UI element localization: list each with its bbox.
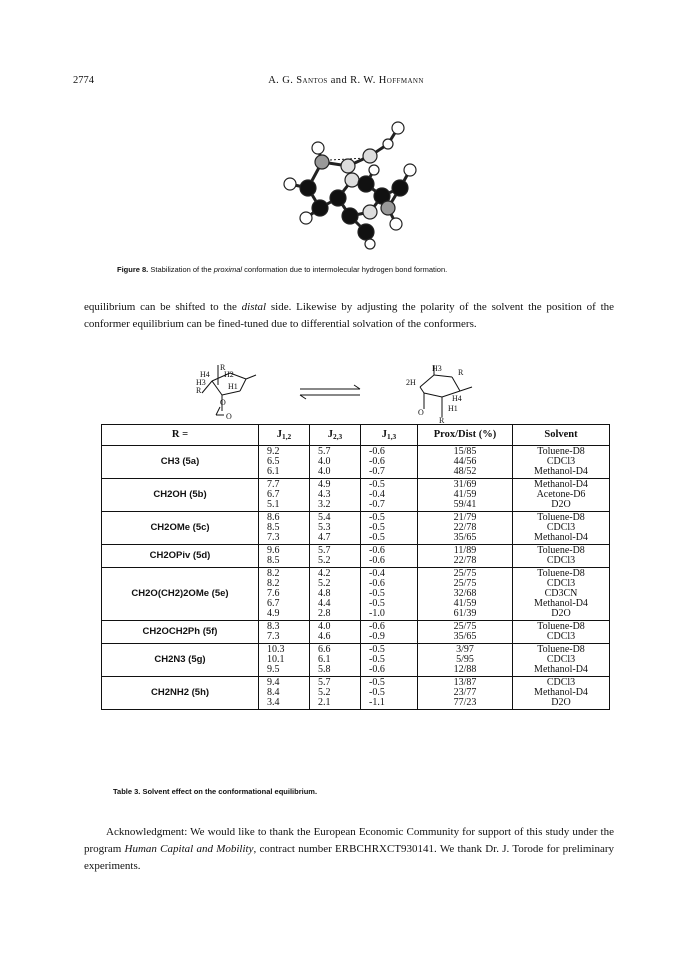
- cell-solvent-value: Methanol-D4: [534, 598, 588, 609]
- cell-j23-value: 2.8: [318, 608, 331, 619]
- cell-prox-dist-value: 25/75: [453, 578, 477, 589]
- cell-prox-dist-value: 31/69: [453, 479, 477, 490]
- header-j23: $J_{2,3}$: [310, 425, 361, 446]
- cell-prox-dist-value: 77/23: [453, 697, 477, 708]
- cell-j12-value: 3.4: [267, 697, 280, 708]
- cell-solvent: [513, 568, 610, 621]
- cell-j12: [259, 621, 310, 644]
- cell-j23-value: 5.7: [318, 446, 331, 457]
- scheme-right-label: H3: [432, 364, 442, 373]
- cell-j12-value: 9.6: [267, 545, 280, 556]
- cell-j13-value: -0.5: [369, 479, 385, 490]
- cell-j13-value: -0.6: [369, 555, 385, 566]
- page-number: 2774: [73, 75, 94, 86]
- scheme-right-label: R: [458, 368, 464, 377]
- cell-j12-value: 10.3: [267, 644, 285, 655]
- table-row: [102, 512, 610, 545]
- scheme-right-label: H1: [448, 404, 458, 413]
- cell-j13-value: -0.5: [369, 654, 385, 665]
- row-substituent: CH3 (5a): [102, 446, 259, 479]
- table-header-row: [102, 425, 610, 446]
- cell-j12-value: 6.5: [267, 456, 280, 467]
- cell-j13-value: -0.6: [369, 664, 385, 675]
- table-row: [102, 621, 610, 644]
- scheme-left-label: R: [196, 386, 202, 395]
- cell-j23-value: 5.7: [318, 545, 331, 556]
- row-substituent: CH2OH (5b): [102, 479, 259, 512]
- cell-j13: [361, 545, 418, 568]
- table-3-caption: Table 3. Solvent effect on the conformational equilibrium.: [113, 787, 318, 796]
- cell-prox-dist-value: 48/52: [453, 466, 477, 477]
- cell-j13-value: -0.6: [369, 456, 385, 467]
- cell-j23-value: 5.8: [318, 664, 331, 675]
- cell-j13-value: -0.7: [369, 466, 385, 477]
- cell-j23: [310, 446, 361, 479]
- cell-j13-value: -0.6: [369, 446, 385, 457]
- cell-j12-value: 8.3: [267, 621, 280, 632]
- scheme-left-label: H4: [200, 370, 210, 379]
- para1-text-em: distal: [241, 301, 267, 313]
- table-3: [101, 424, 610, 710]
- cell-j12: [259, 512, 310, 545]
- scheme-left-label: R: [220, 363, 226, 372]
- cell-j13-value: -0.9: [369, 631, 385, 642]
- cell-prox-dist-value: 23/77: [453, 687, 477, 698]
- cell-solvent: [513, 446, 610, 479]
- scheme-right-label: R: [439, 416, 445, 423]
- cell-j23-value: 4.2: [318, 568, 331, 579]
- cell-j23-value: 4.7: [318, 532, 331, 543]
- cell-j12-value: 8.5: [267, 555, 280, 566]
- cell-solvent-value: CDCl3: [546, 522, 576, 533]
- cell-solvent-value: CDCl3: [546, 677, 576, 688]
- cell-j13-value: -0.6: [369, 578, 385, 589]
- cell-j23: [310, 512, 361, 545]
- cell-j13-value: -0.5: [369, 598, 385, 609]
- table-body: [102, 446, 610, 710]
- cell-j12-value: 8.4: [267, 687, 280, 698]
- cell-j23: [310, 677, 361, 710]
- cell-j23-value: 4.0: [318, 466, 331, 477]
- cell-prox-dist: [418, 479, 513, 512]
- cell-j12: [259, 644, 310, 677]
- cell-j13-value: -0.4: [369, 568, 385, 579]
- cell-prox-dist-value: 41/59: [453, 489, 477, 500]
- row-substituent: CH2O(CH2)2OMe (5e): [102, 568, 259, 621]
- cell-prox-dist: [418, 568, 513, 621]
- cell-j23-value: 4.8: [318, 588, 331, 599]
- cell-prox-dist-value: 25/75: [453, 621, 477, 632]
- cell-j12-value: 7.6: [267, 588, 280, 599]
- cell-prox-dist: [418, 446, 513, 479]
- authors-prefix: A. G.: [268, 75, 297, 86]
- cell-solvent-value: CDCl3: [546, 578, 576, 589]
- para1-text-a: equilibrium can be shifted to the: [84, 301, 242, 313]
- body-paragraph: [84, 299, 614, 333]
- cell-j13: [361, 446, 418, 479]
- cell-j12-value: 9.5: [267, 664, 280, 675]
- para1-text-b: side. Likewise by adjusting the polarity of the solvent the position of the conformer equilibrium can be fined-tuned due to differential solvation of the conformers.: [84, 301, 615, 330]
- cell-j23-value: 4.0: [318, 621, 331, 632]
- cell-j13-value: -0.4: [369, 489, 385, 500]
- cell-j12-value: 8.5: [267, 522, 280, 533]
- cell-j12: [259, 677, 310, 710]
- cell-prox-dist: [418, 621, 513, 644]
- running-head: [0, 75, 692, 86]
- scheme-right-label: 2H: [406, 378, 416, 387]
- ack-text-b: , contract number ERBCHRXCT930141. We thank Dr. J. Torode for preliminary experiments.: [84, 843, 614, 872]
- figure-8-caption-em: proximal: [213, 265, 243, 274]
- cell-j13: [361, 677, 418, 710]
- cell-solvent-value: Methanol-D4: [534, 687, 588, 698]
- cell-solvent: [513, 677, 610, 710]
- table-row: [102, 446, 610, 479]
- row-substituent: CH2N3 (5g): [102, 644, 259, 677]
- cell-prox-dist-value: 22/78: [453, 522, 477, 533]
- cell-prox-dist: [418, 644, 513, 677]
- cell-solvent-value: Toluene-D8: [537, 446, 585, 457]
- cell-j23-value: 5.4: [318, 512, 331, 523]
- scheme-left-label: H3: [196, 378, 206, 387]
- cell-solvent-value: Methanol-D4: [534, 466, 588, 477]
- table-row: [102, 644, 610, 677]
- cell-solvent-value: Toluene-D8: [537, 512, 585, 523]
- cell-j23-value: 5.2: [318, 555, 331, 566]
- cell-j12-value: 8.2: [267, 568, 280, 579]
- cell-prox-dist: [418, 512, 513, 545]
- cell-solvent-value: Toluene-D8: [537, 621, 585, 632]
- cell-solvent-value: CDCl3: [546, 654, 576, 665]
- scheme-left-label: H2: [224, 370, 234, 379]
- cell-j13-value: -0.5: [369, 687, 385, 698]
- header-j13: $J_{1,3}$: [361, 425, 418, 446]
- cell-prox-dist-value: 15/85: [453, 446, 477, 457]
- cell-j13-value: -0.7: [369, 499, 385, 510]
- cell-j12-value: 7.7: [267, 479, 280, 490]
- cell-prox-dist-value: 35/65: [453, 631, 477, 642]
- cell-j13: [361, 568, 418, 621]
- scheme-left-label: H1: [228, 382, 238, 391]
- cell-prox-dist-value: 21/79: [453, 512, 477, 523]
- cell-solvent-value: CD3CN: [544, 588, 578, 599]
- cell-j12-value: 8.6: [267, 512, 280, 523]
- cell-j23-value: 3.2: [318, 499, 331, 510]
- cell-j23: [310, 644, 361, 677]
- figure-8-caption-pre: Stabilization of the: [150, 265, 214, 274]
- cell-j23: [310, 545, 361, 568]
- cell-solvent-value: CDCl3: [546, 456, 576, 467]
- acknowledgment-paragraph: [84, 824, 614, 875]
- row-substituent: CH2NH2 (5h): [102, 677, 259, 710]
- cell-solvent: [513, 479, 610, 512]
- conformer-equilibrium-scheme: [190, 363, 490, 423]
- cell-prox-dist-value: 5/95: [456, 654, 474, 665]
- figure-8-caption: [117, 265, 447, 274]
- ack-text-em: Human Capital and Mobility: [124, 843, 254, 855]
- cell-prox-dist: [418, 677, 513, 710]
- cell-solvent: [513, 644, 610, 677]
- figure-8-label: Figure 8.: [117, 265, 149, 274]
- author-hoffmann: Hoffmann: [378, 75, 424, 86]
- cell-j13: [361, 621, 418, 644]
- cell-j12-value: 10.1: [267, 654, 285, 665]
- cell-solvent: [513, 621, 610, 644]
- header-solvent: Solvent: [513, 425, 610, 446]
- cell-prox-dist-value: 11/89: [453, 545, 477, 556]
- author-santos: Santos: [296, 75, 328, 86]
- cell-j12-value: 7.3: [267, 631, 280, 642]
- cell-j12-value: 9.4: [267, 677, 280, 688]
- cell-prox-dist-value: 25/75: [453, 568, 477, 579]
- cell-j23-value: 4.9: [318, 479, 331, 490]
- header-j12: $J_{1,2}$: [259, 425, 310, 446]
- cell-solvent-value: D2O: [551, 499, 571, 510]
- figure-8-molecule: [270, 108, 430, 253]
- cell-j23-value: 5.2: [318, 687, 331, 698]
- cell-solvent-value: Toluene-D8: [537, 644, 585, 655]
- cell-j12-value: 7.3: [267, 532, 280, 543]
- cell-solvent-value: CDCl3: [546, 555, 576, 566]
- table-row: [102, 568, 610, 621]
- cell-j13: [361, 479, 418, 512]
- cell-j13-value: -0.5: [369, 644, 385, 655]
- cell-solvent-value: Methanol-D4: [534, 664, 588, 675]
- cell-prox-dist-value: 59/41: [453, 499, 477, 510]
- cell-j23-value: 5.2: [318, 578, 331, 589]
- cell-j23: [310, 621, 361, 644]
- cell-solvent: [513, 545, 610, 568]
- cell-prox-dist: [418, 545, 513, 568]
- cell-solvent-value: D2O: [551, 608, 571, 619]
- cell-j23-value: 6.6: [318, 644, 331, 655]
- cell-j12: [259, 568, 310, 621]
- cell-prox-dist-value: 13/87: [453, 677, 477, 688]
- cell-prox-dist-value: 35/65: [453, 532, 477, 543]
- cell-j12: [259, 446, 310, 479]
- solvent-effect-table: [101, 424, 610, 710]
- cell-solvent-value: CDCl3: [546, 631, 576, 642]
- cell-prox-dist-value: 12/88: [453, 664, 477, 675]
- cell-j23-value: 4.0: [318, 456, 331, 467]
- cell-solvent-value: Toluene-D8: [537, 568, 585, 579]
- cell-prox-dist-value: 3/97: [456, 644, 474, 655]
- cell-j12-value: 9.2: [267, 446, 280, 457]
- cell-j23: [310, 568, 361, 621]
- cell-j13-value: -0.5: [369, 588, 385, 599]
- table-row: [102, 677, 610, 710]
- cell-j23-value: 4.3: [318, 489, 331, 500]
- cell-j12-value: 5.1: [267, 499, 280, 510]
- cell-j12-value: 6.1: [267, 466, 280, 477]
- row-substituent: CH2OMe (5c): [102, 512, 259, 545]
- scheme-right-label: H4: [452, 394, 462, 403]
- cell-j12: [259, 545, 310, 568]
- table-row: [102, 479, 610, 512]
- cell-solvent-value: Acetone-D6: [536, 489, 586, 500]
- cell-j13: [361, 644, 418, 677]
- row-substituent: CH2OCH2Ph (5f): [102, 621, 259, 644]
- cell-j23-value: 5.7: [318, 677, 331, 688]
- cell-solvent-value: Methanol-D4: [534, 479, 588, 490]
- cell-prox-dist-value: 32/68: [453, 588, 477, 599]
- cell-solvent: [513, 512, 610, 545]
- cell-j23-value: 4.4: [318, 598, 331, 609]
- cell-j13-value: -0.5: [369, 532, 385, 543]
- cell-solvent-value: Toluene-D8: [537, 545, 585, 556]
- table-row: [102, 545, 610, 568]
- acknowledgment-text: [84, 824, 614, 875]
- cell-j13-value: -0.5: [369, 522, 385, 533]
- cell-j12: [259, 479, 310, 512]
- cell-j13: [361, 512, 418, 545]
- cell-j12-value: 4.9: [267, 608, 280, 619]
- cell-prox-dist-value: 22/78: [453, 555, 477, 566]
- figure-8-caption-post: conformation due to intermolecular hydrogen bond formation.: [242, 265, 448, 274]
- scheme-left-label: O: [226, 412, 232, 421]
- cell-j13-value: -0.5: [369, 677, 385, 688]
- cell-j13-value: -0.5: [369, 512, 385, 523]
- authors-mid: and R. W.: [327, 75, 379, 86]
- ack-text-a: Acknowledgment: We would like to thank the European Economic Community for support of this study under the program: [84, 826, 614, 855]
- cell-j13-value: -1.0: [369, 608, 385, 619]
- cell-j23: [310, 479, 361, 512]
- cell-j13-value: -0.6: [369, 621, 385, 632]
- scheme-right-label: O: [418, 408, 424, 417]
- cell-j23-value: 4.6: [318, 631, 331, 642]
- scheme-left-label: O: [220, 398, 226, 407]
- cell-j12-value: 8.2: [267, 578, 280, 589]
- header-r: R =: [102, 425, 259, 446]
- cell-j23-value: 2.1: [318, 697, 331, 708]
- cell-j23-value: 5.3: [318, 522, 331, 533]
- cell-j23-value: 6.1: [318, 654, 331, 665]
- cell-solvent-value: D2O: [551, 697, 571, 708]
- row-substituent: CH2OPiv (5d): [102, 545, 259, 568]
- cell-solvent-value: Methanol-D4: [534, 532, 588, 543]
- cell-j12-value: 6.7: [267, 598, 280, 609]
- cell-prox-dist-value: 44/56: [453, 456, 477, 467]
- cell-j12-value: 6.7: [267, 489, 280, 500]
- cell-j13-value: -1.1: [369, 697, 385, 708]
- cell-prox-dist-value: 61/39: [453, 608, 477, 619]
- cell-j13-value: -0.6: [369, 545, 385, 556]
- cell-prox-dist-value: 41/59: [453, 598, 477, 609]
- header-prox-dist: Prox/Dist (%): [418, 425, 513, 446]
